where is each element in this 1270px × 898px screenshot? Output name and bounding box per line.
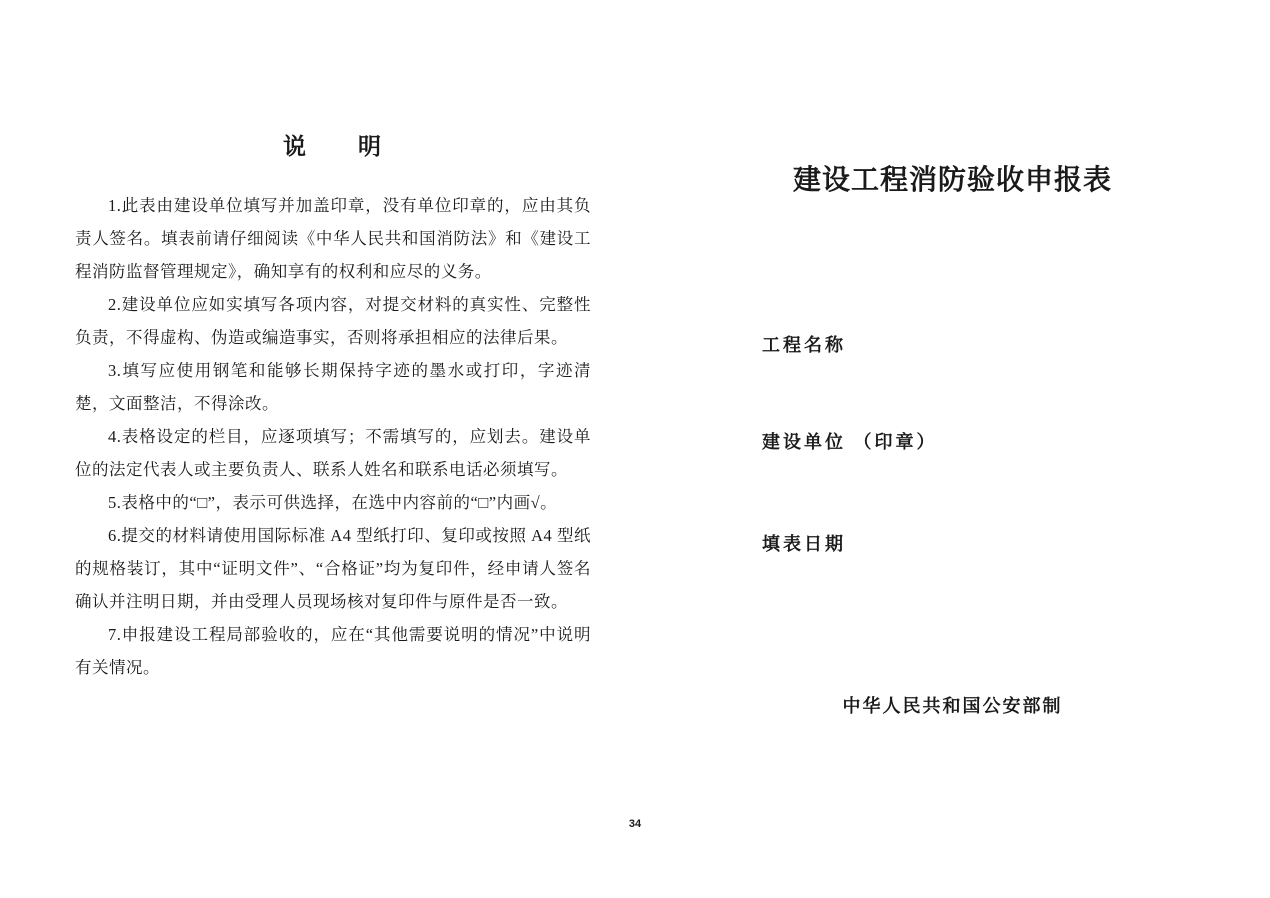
form-title: 建设工程消防验收申报表 — [792, 165, 1112, 196]
instructions-title: 说 明 — [283, 134, 383, 159]
page-number: 34 — [628, 818, 642, 830]
instruction-paragraph-6: 6.提交的材料请使用国际标准 A4 型纸打印、复印或按照 A4 型纸的规格装订，其中“证明文件”、“合格证”均为复印件，经申请人签名确认并注明日期，并由受理人员现场核对复印件与原件是否一致。 — [75, 526, 591, 611]
footer-issuing-authority: 中华人民共和国公安部制 — [842, 696, 1063, 716]
form-cover-page — [635, 0, 1270, 898]
field-label-construction-unit-seal: 建设单位 （印章） — [762, 432, 938, 452]
instruction-paragraph-4: 4.表格设定的栏目，应逐项填写；不需填写的，应划去。建设单位的法定代表人或主要负责人、联系人姓名和联系电话必须填写。 — [75, 427, 591, 479]
instruction-paragraph-2: 2.建设单位应如实填写各项内容，对提交材料的真实性、完整性负责，不得虚构、伪造或编造事实，否则将承担相应的法律后果。 — [75, 295, 591, 347]
instructions-page — [75, 128, 591, 684]
instruction-paragraph-5: 5.表格中的“□”，表示可供选择，在选中内容前的“□”内画√。 — [108, 493, 558, 512]
instruction-paragraph-7: 7.申报建设工程局部验收的，应在“其他需要说明的情况”中说明有关情况。 — [75, 625, 591, 677]
field-label-fill-date: 填表日期 — [762, 534, 846, 554]
instruction-paragraph-1: 1.此表由建设单位填写并加盖印章，没有单位印章的，应由其负责人签名。填表前请仔细阅读《中华人民共和国消防法》和《建设工程消防监督管理规定》，确知享有的权利和应尽的义务。 — [75, 196, 591, 281]
field-label-project-name: 工程名称 — [762, 335, 846, 355]
instruction-paragraph-3: 3.填写应使用钢笔和能够长期保持字迹的墨水或打印，字迹清楚，文面整洁，不得涂改。 — [75, 361, 591, 413]
